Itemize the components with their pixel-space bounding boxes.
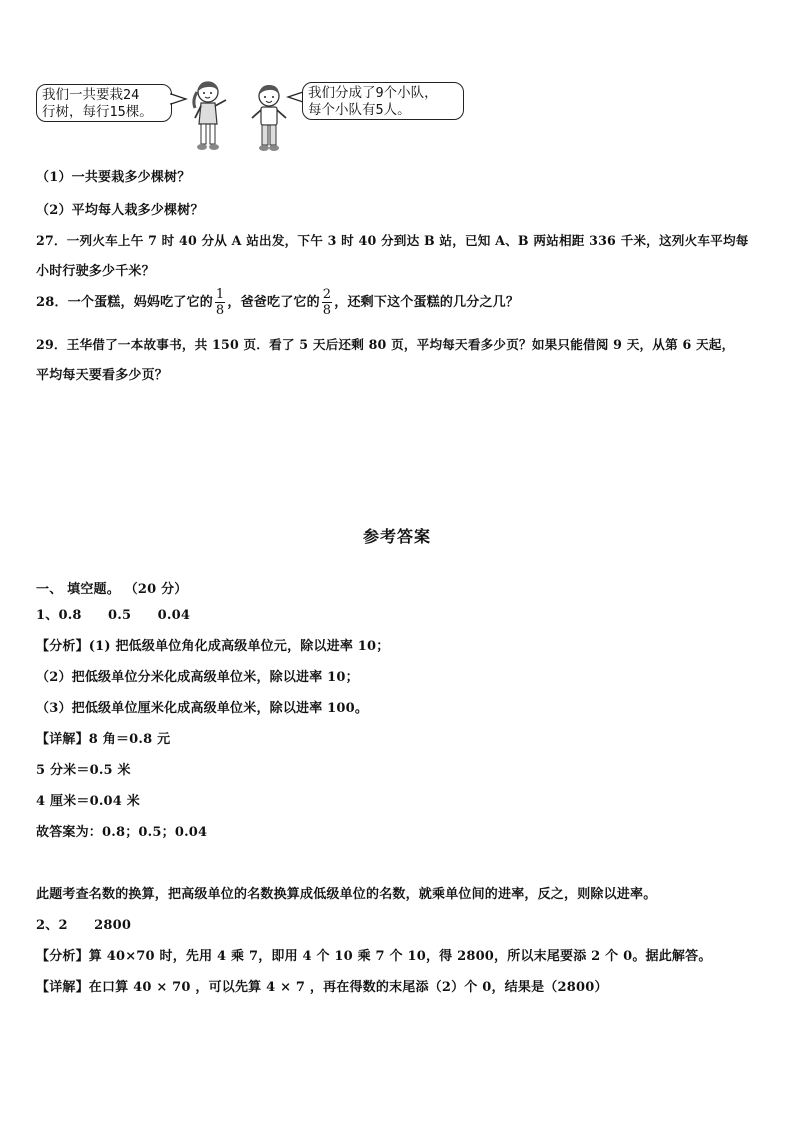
answer-2: 2、2 2800 (36, 918, 132, 933)
question-26-part2: （2）平均每人栽多少棵树？ (36, 203, 204, 218)
speech-bubble-right (302, 82, 464, 120)
answer-1: 1、0.8 0.5 0.04 (36, 608, 191, 623)
fraction-numerator: 2 (322, 287, 332, 302)
question-27-line1: 27．一列火车上午 7 时 40 分从 A 站出发，下午 3 时 40 分到达 B 站，已知 A、B 两站相距 336 千米，这列火车平均每 (36, 233, 749, 248)
section-heading: 一、 填空题。 （20 分） (36, 582, 188, 597)
bubble-right-line2: 每个小队有5人。 (308, 102, 411, 118)
fraction-denominator: 8 (215, 303, 225, 318)
q28-text-part2: ，爸爸吃了它的 (227, 295, 320, 310)
answer-1-analysis-1: 【分析】(1) 把低级单位角化成高级单位元，除以进率 10； (36, 639, 390, 654)
answer-1-conclusion: 故答案为：0.8；0.5；0.04 (36, 825, 208, 840)
fraction-two-eighths (322, 287, 332, 318)
question-27-line2: 小时行驶多少千米？ (36, 264, 155, 279)
answer-1-detail-2: 5 分米＝0.5 米 (36, 763, 131, 778)
fraction-numerator: 1 (215, 287, 225, 302)
answer-1-note: 此题考查名数的换算，把高级单位的名数换算成低级单位的名数，就乘单位间的进率，反之，则除以进率。 (36, 887, 657, 902)
bubble-left-line1: 我们一共要栽24 (42, 87, 140, 103)
question-29-line2: 平均每天要看多少页？ (36, 368, 169, 383)
answer-1-analysis-2: （2）把低级单位分米化成高级单位米，除以进率 10； (36, 670, 359, 685)
bubble-right-line1: 我们分成了9个小队， (308, 85, 438, 101)
question-28 (36, 287, 519, 318)
girl-illustration (186, 78, 230, 154)
q28-text-part3: ，还剩下这个蛋糕的几分之几？ (334, 295, 520, 310)
question-26-part1: （1）一共要栽多少棵树？ (36, 170, 191, 185)
answer-1-detail-1: 【详解】8 角＝0.8 元 (36, 732, 171, 747)
answer-2-detail: 【详解】在口算 40 × 70 ，可以先算 4 × 7 ，再在得数的末尾添（2）个 0，结果是（2800） (36, 980, 608, 995)
q28-text-part1: 28．一个蛋糕，妈妈吃了它的 (36, 295, 213, 310)
question-29-line1: 29．王华借了一本故事书，共 150 页．看了 5 天后还剩 80 页，平均每天看多少页？如果只能借阅 9 天，从第 6 天起， (36, 337, 735, 352)
speech-bubble-left (36, 84, 172, 122)
fraction-denominator: 8 (322, 303, 332, 318)
answer-2-analysis: 【分析】算 40×70 时，先用 4 乘 7，即用 4 个 10 乘 7 个 10，得 2800，所以末尾要添 2 个 0。据此解答。 (36, 949, 712, 964)
answers-title: 参考答案 (362, 527, 431, 546)
bubble-left-line2: 行树，每行15棵。 (42, 104, 153, 120)
answer-1-analysis-3: （3）把低级单位厘米化成高级单位米，除以进率 100。 (36, 701, 369, 716)
fraction-one-eighth (215, 287, 225, 318)
boy-illustration (248, 82, 290, 154)
answer-1-detail-3: 4 厘米＝0.04 米 (36, 794, 140, 809)
